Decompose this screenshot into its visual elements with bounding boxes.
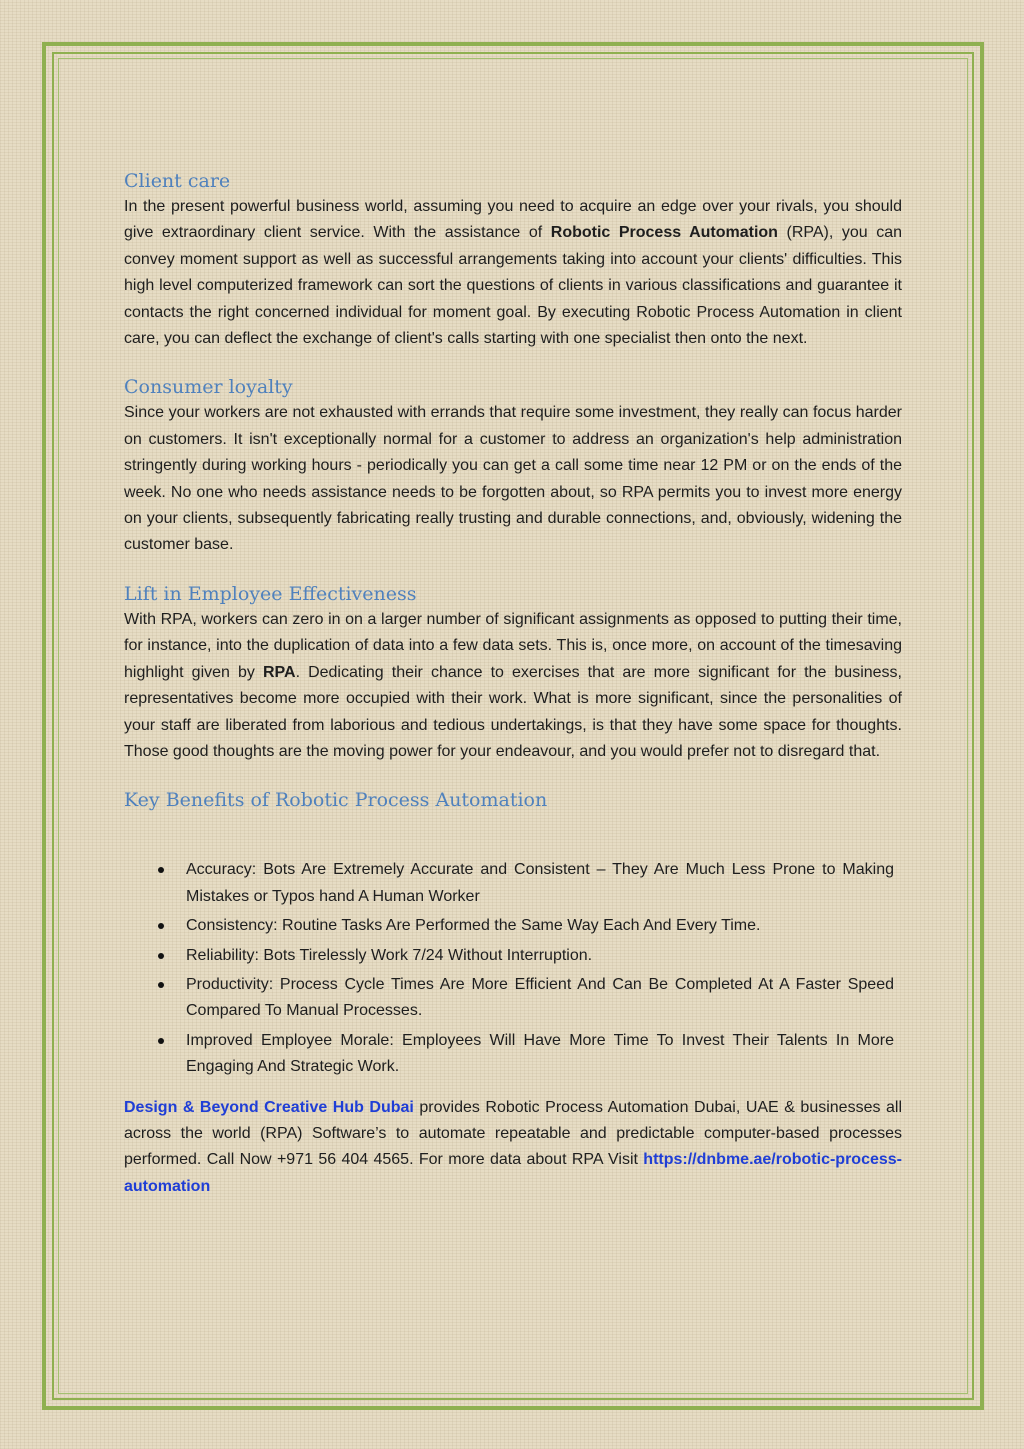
- section-paragraph: [124, 607, 902, 765]
- section-client-care: [124, 168, 902, 352]
- rpa-link[interactable]: https://dnbme.ae/robotic-process-automation: [124, 1151, 902, 1195]
- footer-text: provides Robotic Process Automation Dubai, UAE & businesses all across the world (RPA) Software’s to automate repeatable and predictable computer-based processes performed. Call Now +971 56 404 4565. For more data about RPA Visit: [124, 1098, 902, 1169]
- section-heading: Client care: [124, 170, 231, 192]
- section-paragraph: [124, 194, 902, 352]
- list-item: Improved Employee Morale: Employees Will Have More Time To Invest Their Talents In More Engaging And Strategic Work.: [186, 1028, 894, 1081]
- footer-paragraph: [124, 1095, 902, 1201]
- section-heading: Key Benefits of Robotic Process Automation: [124, 789, 548, 812]
- section-key-benefits: [124, 787, 902, 1080]
- paragraph-text: (RPA), you can convey moment support as well as successful arrangements taking into account your clients' difficulties. This high level computerized framework can sort the questions of clients in various classifications and guarantee it contacts the right concerned individual for moment goal. By executing Robotic Process Automation in client care, you can deflect the exchange of client's calls starting with one specialist then onto the next.: [124, 224, 902, 348]
- benefits-list: [124, 857, 902, 1080]
- section-employee-effectiveness: [124, 581, 902, 765]
- list-item: Reliability: Bots Tirelessly Work 7/24 Without Interruption.: [186, 943, 894, 969]
- section-heading: Lift in Employee Effectiveness: [124, 582, 417, 605]
- paragraph-text: With RPA, workers can zero in on a larger number of significant assignments as opposed to putting their time, for instance, into the duplication of data into a few data sets. This is, once more, on account of the timesaving highlight given by: [124, 610, 902, 681]
- list-item: Accuracy: Bots Are Extremely Accurate and Consistent – They Are Much Less Prone to Making Mistakes or Typos hand A Human Worker: [186, 857, 894, 910]
- section-paragraph: Since your workers are not exhausted with errands that require some investment, they really can focus harder on customers. It isn't exceptionally normal for a customer to address an organization's help administration stringently during working hours - periodically you can get a call some time near 12 PM or on the ends of the week. No one who needs assistance needs to be forgotten about, so RPA permits you to invest more energy on your clients, subsequently fabricating really trusting and durable connections, and, obviously, widening the customer base.: [124, 404, 902, 554]
- paragraph-text: In the present powerful business world, assuming you need to acquire an edge over your rivals, you should give extraordinary client service. With the assistance of: [124, 198, 902, 242]
- section-heading: Consumer loyalty: [124, 376, 293, 399]
- list-item: Consistency: Routine Tasks Are Performed the Same Way Each And Every Time.: [186, 913, 894, 939]
- bold-term: Robotic Process Automation: [550, 224, 778, 242]
- bold-term: RPA: [262, 663, 296, 681]
- company-name: Design & Beyond Creative Hub Dubai: [124, 1098, 414, 1116]
- document-content: [124, 168, 902, 1200]
- paragraph-text: . Dedicating their chance to exercises that are more significant for the business, representatives become more occupied with their work. What is more significant, since the personalities of your staff are liberated from laborious and tedious undertakings, is that they have some space for thoughts. Those good thoughts are the moving power for your endeavour, and you would prefer not to disregard that.: [124, 663, 903, 760]
- list-item: Productivity: Process Cycle Times Are More Efficient And Can Be Completed At A Faster Speed Compared To Manual Processes.: [186, 972, 894, 1025]
- section-consumer-loyalty: [124, 374, 902, 558]
